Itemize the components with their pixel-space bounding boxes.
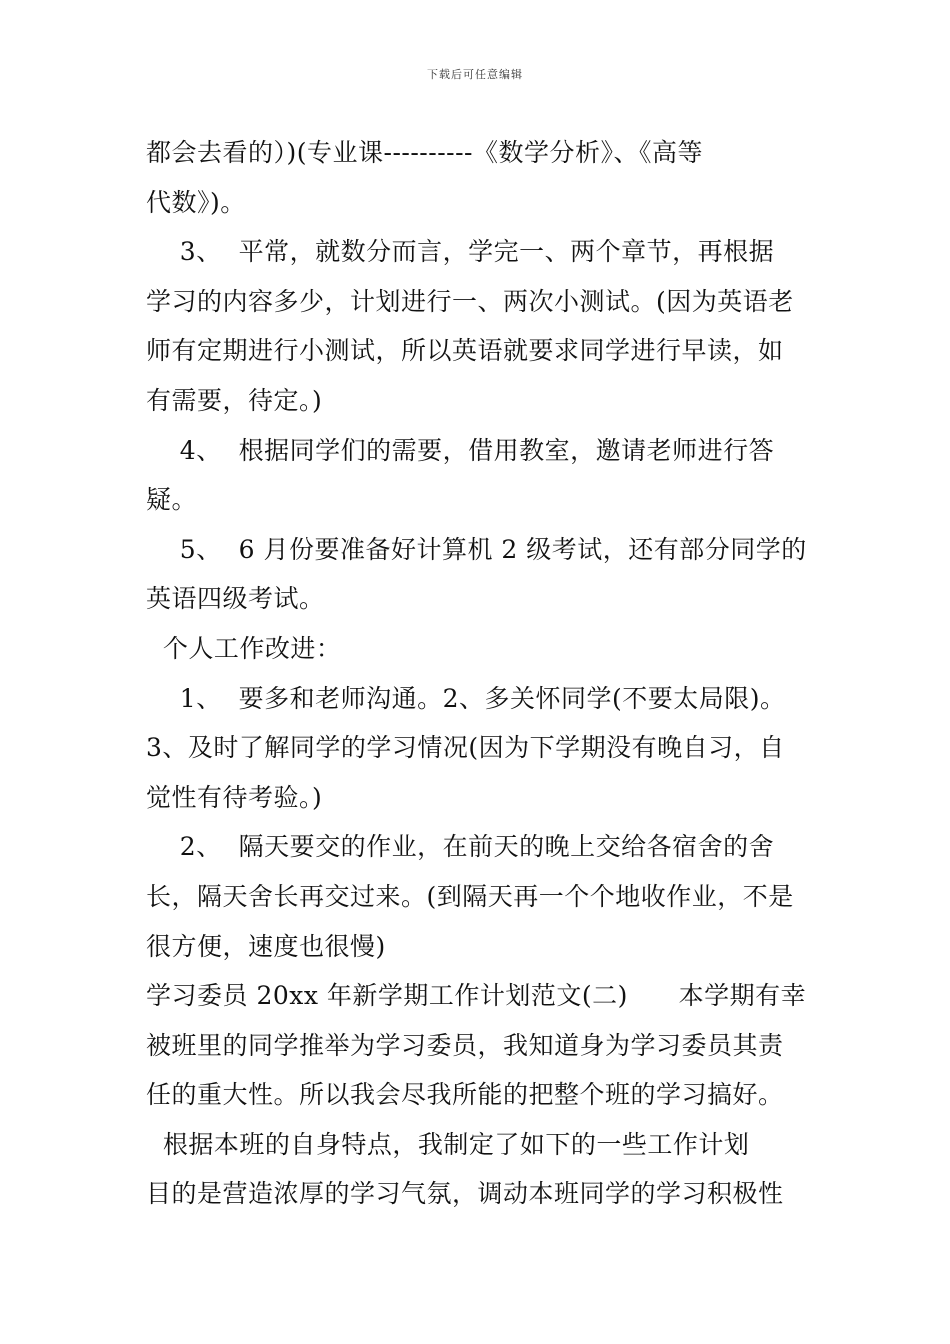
text-line: 英语四级考试。 — [146, 584, 325, 614]
text-line: 1、 要多和老师沟通。2、多关怀同学(不要太局限)。 — [146, 683, 786, 713]
text-line: 师有定期进行小测试，所以英语就要求同学进行早读，如 — [146, 336, 784, 366]
text-line: 5、 6 月份要准备好计算机 2 级考试，还有部分同学的 — [146, 534, 807, 564]
text-line: 疑。 — [146, 485, 198, 515]
document-title-line: 学习委员 20xx 年新学期工作计划范文(二) 本学期有幸 — [146, 981, 807, 1011]
page-header: 下载后可任意编辑 — [427, 68, 523, 81]
text-line: 都会去看的）)(专业课----------《数学分析》、《高等 — [146, 138, 703, 167]
text-line: 目的是营造浓厚的学习气氛，调动本班同学的学习积极性 — [146, 1179, 784, 1209]
text-line: 觉性有待考验。) — [146, 782, 323, 812]
text-line: 3、 平常，就数分而言，学完一、两个章节，再根据 — [146, 237, 775, 267]
text-line: 很方便，速度也很慢) — [146, 931, 386, 961]
text-line: 3、及时了解同学的学习情况(因为下学期没有晚自习，自 — [146, 733, 785, 763]
text-line: 被班里的同学推举为学习委员，我知道身为学习委员其责 — [146, 1030, 784, 1060]
text-line: 根据本班的自身特点，我制定了如下的一些工作计划 — [146, 1129, 750, 1159]
text-line: 4、 根据同学们的需要，借用教室，邀请老师进行答 — [146, 435, 775, 465]
text-line: 2、 隔天要交的作业，在前天的晚上交给各宿舍的舍 — [146, 832, 775, 862]
section-heading: 个人工作改进： — [146, 633, 342, 663]
text-line: 代数》)。 — [146, 187, 246, 217]
text-line: 有需要，待定。) — [146, 385, 323, 415]
text-line: 任的重大性。所以我会尽我所能的把整个班的学习搞好。 — [146, 1080, 784, 1110]
text-line: 学习的内容多少，计划进行一、两次小测试。(因为英语老 — [146, 286, 794, 316]
text-line: 长，隔天舍长再交过来。(到隔天再一个个地收作业，不是 — [146, 881, 794, 911]
document-body — [146, 128, 826, 1219]
